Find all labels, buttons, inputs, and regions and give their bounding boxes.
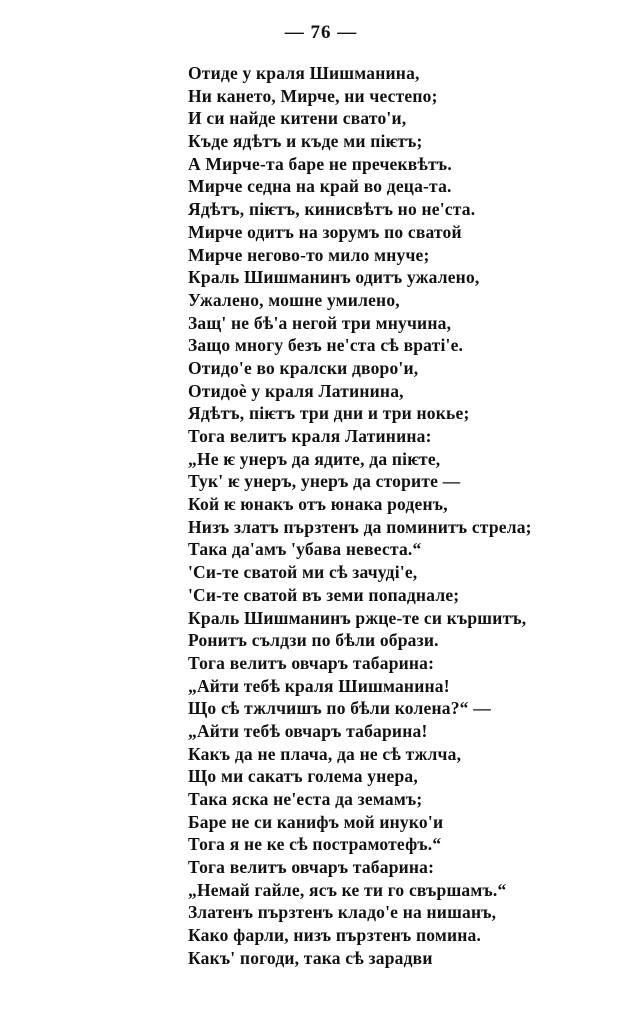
poem-line: Къде ядѣтъ и къде ми пiѥтъ;	[188, 131, 423, 152]
poem-line: Защ' не бѣ'а негой три мнучина,	[188, 312, 452, 333]
poem-line: Баре не си канифъ мой инуко'и	[188, 811, 444, 832]
poem-line: А Мирче-та баре не пречеквѣтъ.	[188, 153, 452, 174]
poem-line: Що сѣ тжлчишъ по бѣли колена?“ —	[188, 698, 491, 719]
poem-line: Ни кането, Мирче, ни честепо;	[188, 85, 438, 106]
poem-line: Тук' ѥ унеръ, унеръ да сторите —	[188, 471, 461, 492]
poem-line: Краль Шишманинъ ржце-те си кършитъ,	[188, 607, 527, 628]
poem-line: Како фарли, низъ пързтенъ помина.	[188, 925, 482, 946]
poem-line: Що ми сакатъ голема унера,	[188, 766, 418, 787]
poem-line: Така яска не'еста да земамъ;	[188, 789, 423, 809]
poem-line: Кой ѥ юнакъ отъ юнака роденъ,	[188, 494, 448, 515]
poem-line: Отидоѐ у краля Латинина,	[188, 380, 404, 401]
poem-line: Отидо'е во кралски дворо'и,	[188, 357, 419, 378]
poem-line: И си найде китени свато'и,	[188, 108, 407, 129]
poem-line: Тога велитъ краля Латинина:	[188, 426, 432, 446]
poem-line: „Немай гайле, ясъ ке ти го свършамъ.“	[188, 879, 507, 900]
page-number-header: — 76 —	[284, 22, 358, 43]
poem-line: Тога велитъ овчаръ табарина:	[188, 652, 435, 673]
poem-line: Златенъ пързтенъ кладо'е на нишанъ,	[188, 902, 497, 923]
poem-line: Мирче одитъ на зорумъ по сватой	[188, 221, 462, 242]
poem-text	[188, 62, 532, 970]
poem-line: Ронитъ сълдзи по бѣли образи.	[188, 630, 439, 651]
poem-line: Тога я не ке сѣ пострамотефъ.“	[188, 834, 442, 855]
poem-line: Ядѣтъ, пiѥтъ три дни и три нокье;	[188, 403, 470, 424]
poem-line: Какъ' погоди, така сѣ зарадви	[188, 947, 433, 968]
poem-line: Краль Шишманинъ одитъ ужалено,	[188, 267, 480, 288]
poem-line: Мирче седна на край во деца-та.	[188, 176, 452, 197]
poem-line: Ужалено, мошне умилено,	[188, 289, 400, 310]
poem-line: 'Си-те сватой ми сѣ зачудi'е,	[188, 562, 418, 583]
poem-line: Защо многу безъ не'ста сѣ вратi'е.	[188, 335, 464, 356]
poem-line: Низъ златъ пързтенъ да поминитъ стрела;	[188, 516, 532, 537]
poem-line: „Не ѥ унеръ да ядите, да пiѥте,	[188, 448, 441, 469]
poem-line: Тога велитъ овчаръ табарина:	[188, 857, 435, 878]
poem-line: „Айти тебѣ краля Шишманина!	[188, 675, 450, 696]
poem-line: Мирче негово-то мило мнуче;	[188, 244, 430, 265]
poem-line: Ядѣтъ, пiѥтъ, кинисвѣтъ но не'ста.	[188, 199, 476, 220]
poem-line: Отиде у краля Шишманина,	[188, 63, 420, 83]
poem-line: „Айти тебѣ овчаръ табарина!	[188, 720, 428, 741]
poem-line: 'Си-те сватой въ земи попаднале;	[188, 584, 460, 605]
poem-line: Така да'амъ 'убава невеста.“	[188, 539, 422, 560]
poem-line: Какъ да не плача, да не сѣ тжлча,	[188, 743, 462, 764]
